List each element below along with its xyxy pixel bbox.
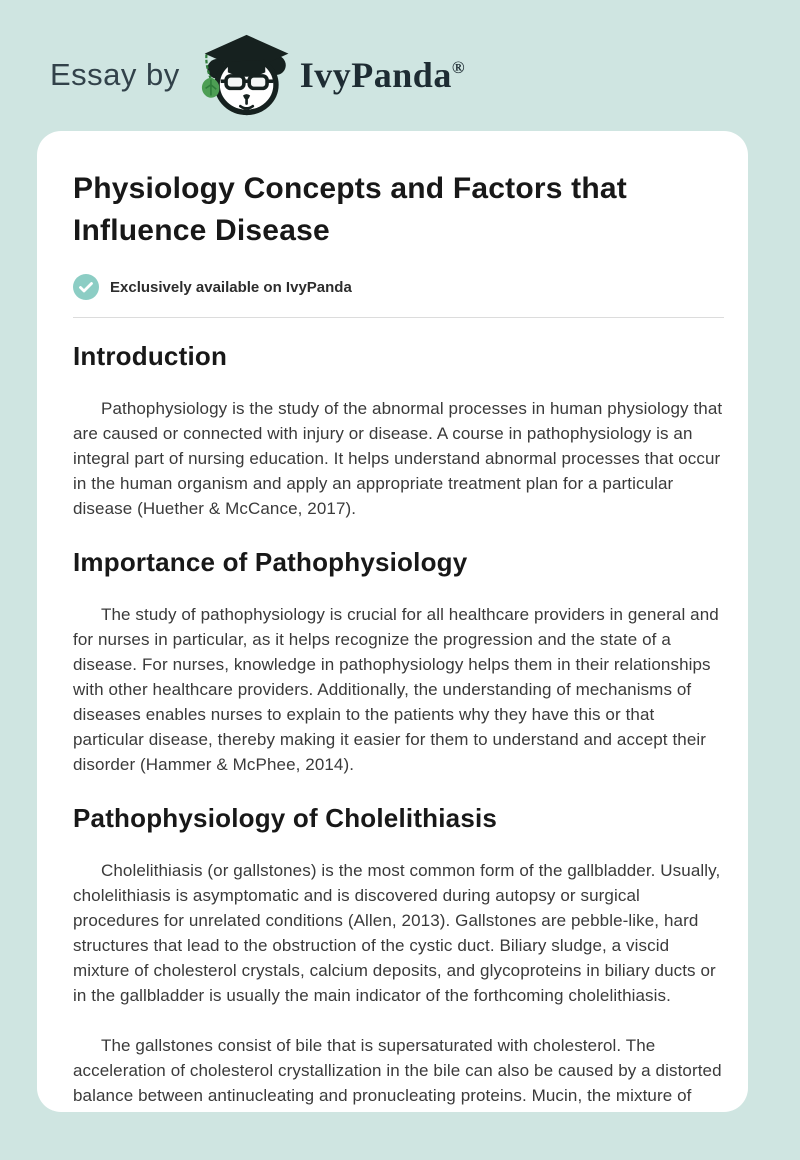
essay-by-label: Essay by xyxy=(50,56,180,92)
page-title: Physiology Concepts and Factors that Influence Disease xyxy=(73,172,627,247)
registered-trademark-symbol: ® xyxy=(451,57,466,77)
paragraph: Pathophysiology is the study of the abnormal processes in human physiology that are caused or connected with injury or disease. A course in pathophysiology is an integral part of nursing education. It helps understand abnormal processes that occur in the human organism and apply an appropriate treatment plan for a particular disease (Huether & McCance, 2017). xyxy=(73,399,723,518)
section-heading-importance: Importance of Pathophysiology xyxy=(73,547,468,577)
site-header xyxy=(0,0,800,115)
availability-badge xyxy=(73,274,724,300)
paragraph: The gallstones consist of bile that is supersaturated with cholesterol. The acceleration of cholesterol crystallization in the bile can also be caused by a distorted balance between antinucleating and pronucleating proteins. Mucin, the mixture of xyxy=(73,1036,722,1105)
ivypanda-logo-link[interactable] xyxy=(194,33,300,117)
section-heading-cholelithiasis: Pathophysiology of Cholelithiasis xyxy=(73,803,498,833)
paragraph: The study of pathophysiology is crucial for all healthcare providers in general and for nurses in particular, as it helps recognize the progression and the state of a disease. For nurses, knowledge in pathophysiology helps them in their relationships with other healthcare providers. Additionally, the understanding of mechanisms of diseases enables nurses to explain to the patients why they have this or that particular disease, thereby making it easier for them to understand and accept their disorder (Hammer & McPhee, 2014). xyxy=(73,605,719,774)
availability-badge-label: Exclusively available on IvyPanda xyxy=(110,278,352,296)
section-heading-introduction: Introduction xyxy=(73,341,228,371)
paragraph: Cholelithiasis (or gallstones) is the most common form of the gallbladder. Usually, cholelithiasis is asymptomatic and is discovered during autopsy or surgical procedures for unrelated conditions (Allen, 2013). Gallstones are pebble-like, hard structures that lead to the obstruction of the cystic duct. Biliary sludge, a viscid mixture of cholesterol crystals, calcium deposits, and glycoproteins in biliary ducts or in the gallbladder is usually the main indicator of the forthcoming cholelithiasis. xyxy=(73,861,721,1005)
check-icon xyxy=(73,274,99,300)
brand-wordmark[interactable] xyxy=(300,54,465,96)
divider xyxy=(73,317,724,318)
essay-card xyxy=(37,131,748,1112)
brand-name-text: IvyPanda xyxy=(299,54,452,95)
panda-graduate-logo-icon xyxy=(194,33,292,117)
